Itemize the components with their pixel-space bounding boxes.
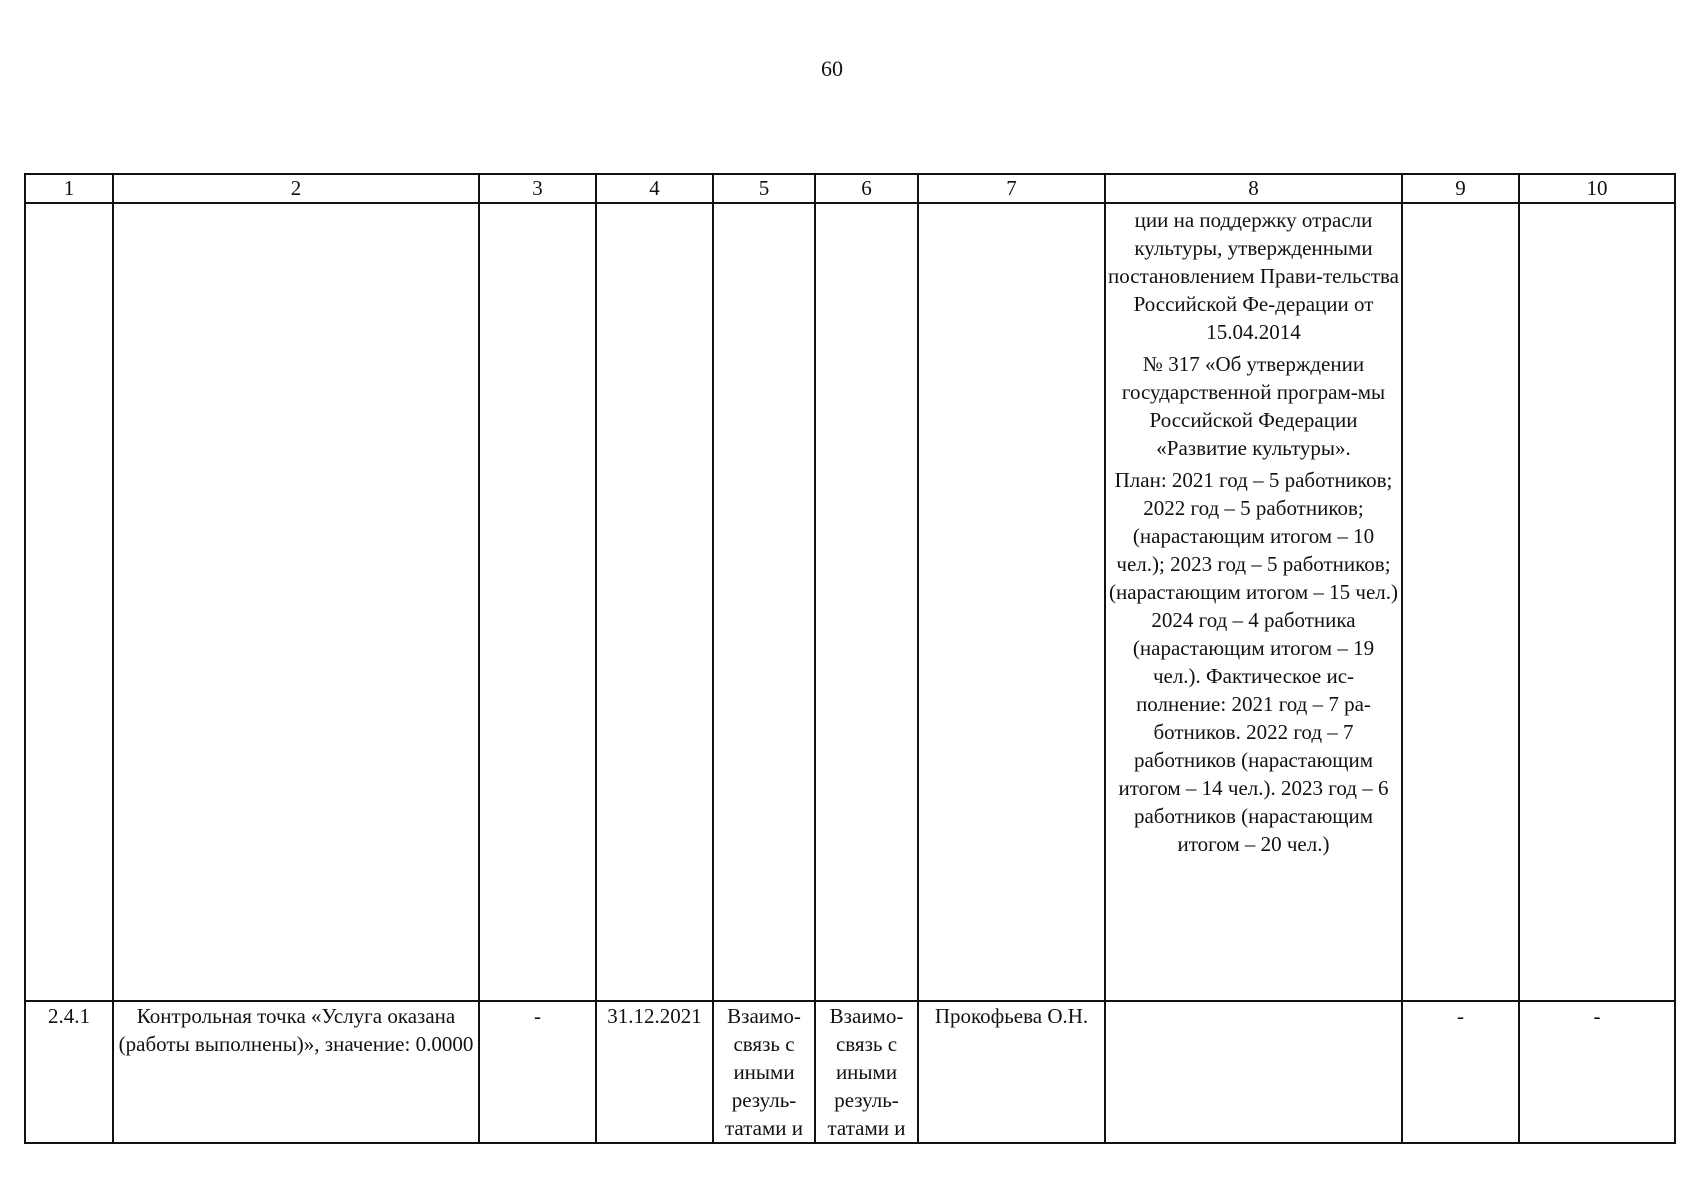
row-number-cell: 2.4.1 bbox=[25, 1001, 113, 1143]
column-header-2: 2 bbox=[113, 174, 479, 203]
control-point-name-cell: Контрольная точка «Услуга оказана (работы выполнены)», значение: 0.0000 bbox=[113, 1001, 479, 1143]
column-header-5: 5 bbox=[713, 174, 815, 203]
column-header-9: 9 bbox=[1402, 174, 1519, 203]
cont-cell-10 bbox=[1519, 203, 1675, 1001]
row-cell-8 bbox=[1105, 1001, 1402, 1143]
cont-cell-7 bbox=[918, 203, 1105, 1001]
cont-cell-9 bbox=[1402, 203, 1519, 1001]
row-cell-3: - bbox=[479, 1001, 596, 1143]
column-header-8: 8 bbox=[1105, 174, 1402, 203]
cont-cell-3 bbox=[479, 203, 596, 1001]
continuation-row bbox=[25, 203, 1675, 1001]
cont-cell-2 bbox=[113, 203, 479, 1001]
column-header-10: 10 bbox=[1519, 174, 1675, 203]
page-number bbox=[0, 56, 1698, 82]
plan-table bbox=[24, 173, 1676, 1144]
cont-cell-1 bbox=[25, 203, 113, 1001]
result-paragraph-1: ции на поддержку отрасли культуры, утвержденными постановлением Прави-тельства Российской Фе-дерации от 15.04.2014 bbox=[1108, 208, 1399, 344]
row-cell-9: - bbox=[1402, 1001, 1519, 1143]
column-header-3: 3 bbox=[479, 174, 596, 203]
column-header-7: 7 bbox=[918, 174, 1105, 203]
result-description bbox=[1108, 206, 1399, 858]
relation-cell-6: Взаимо-связь с иными резуль-татами и bbox=[815, 1001, 918, 1143]
row-cell-10: - bbox=[1519, 1001, 1675, 1143]
header-row bbox=[25, 174, 1675, 203]
result-paragraph-3: План: 2021 год – 5 работников; 2022 год – 5 работников; (нарастающим итогом – 10 чел.); 2023 год – 5 работников; (нарастающим итогом – 15 чел.) 2024 год – 4 работника (нарастающим итогом – 19 чел.). Фактическое ис-полнение: 2021 год – 7 ра-ботников. 2022 год – 7 работников (нарастающим итогом – 14 чел.). 2023 год – 6 работников (нарастающим итогом – 20 чел.) bbox=[1108, 468, 1399, 856]
cont-cell-6 bbox=[815, 203, 918, 1001]
cont-cell-5 bbox=[713, 203, 815, 1001]
date-cell: 31.12.2021 bbox=[596, 1001, 713, 1143]
column-header-6: 6 bbox=[815, 174, 918, 203]
table-row bbox=[25, 1001, 1675, 1143]
cont-cell-8 bbox=[1105, 203, 1402, 1001]
responsible-person-cell: Прокофьева О.Н. bbox=[918, 1001, 1105, 1143]
relation-cell-5: Взаимо-связь с иными резуль-татами и bbox=[713, 1001, 815, 1143]
column-header-1: 1 bbox=[25, 174, 113, 203]
column-header-4: 4 bbox=[596, 174, 713, 203]
cont-cell-4 bbox=[596, 203, 713, 1001]
result-paragraph-2: № 317 «Об утверждении государственной програм-мы Российской Федерации «Развитие культуры». bbox=[1121, 352, 1386, 460]
page-number-text: 60 bbox=[821, 56, 843, 81]
